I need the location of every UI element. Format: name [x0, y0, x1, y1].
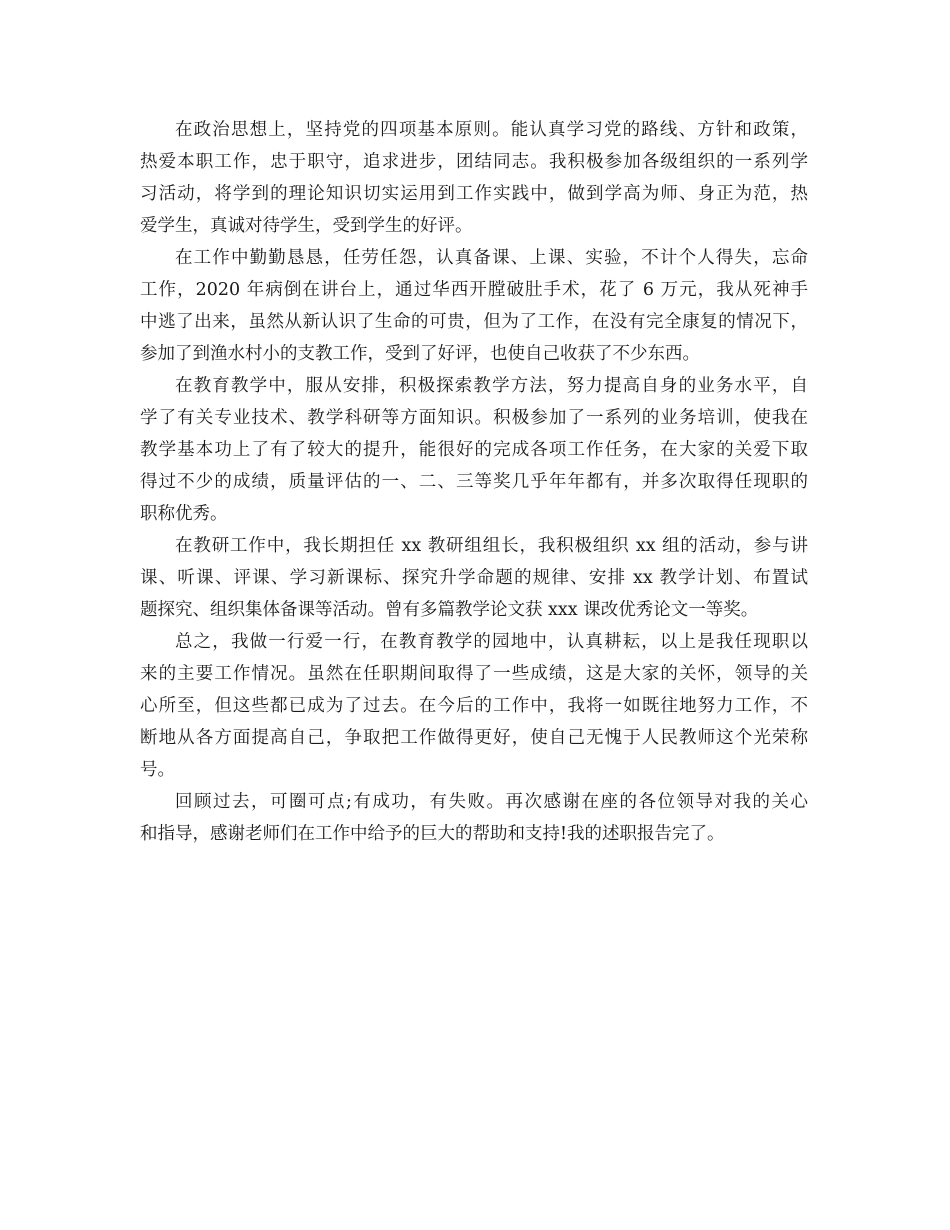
- text-line: 断地从各方面提高自己，争取把工作做得更好，使自己无愧于人民教师这个光荣称: [140, 728, 808, 748]
- document-body: [140, 114, 808, 850]
- text-line: 在教研工作中，我长期担任 xx 教研组组长，我积极组织 xx 组的活动，参与讲: [175, 536, 808, 556]
- text-line: 来的主要工作情况。虽然在任职期间取得了一些成绩，这是大家的关怀，领导的关: [140, 664, 808, 684]
- text-line: 教学基本功上了有了较大的提升，能很好的完成各项工作任务，在大家的关爱下取: [140, 440, 808, 460]
- paragraph-summary: [140, 626, 808, 786]
- text-line: 在政治思想上，坚持党的四项基本原则。能认真学习党的路线、方针和政策，: [175, 120, 808, 140]
- paragraph-closing: [140, 786, 808, 850]
- paragraph-research: [140, 530, 808, 626]
- text-line: 热爱本职工作，忠于职守，追求进步，团结同志。我积极参加各级组织的一系列学: [140, 152, 808, 172]
- text-line: 在工作中勤勤恳恳，任劳任怨，认真备课、上课、实验，不计个人得失，忘命: [175, 248, 808, 268]
- text-line: 爱学生，真诚对待学生，受到学生的好评。: [140, 216, 473, 236]
- paragraph-political-thought: [140, 114, 808, 242]
- text-line: 习活动，将学到的理论知识切实运用到工作实践中，做到学高为师、身正为范，热: [140, 184, 808, 204]
- text-line: 中逃了出来，虽然从新认识了生命的可贵，但为了工作，在没有完全康复的情况下，: [140, 312, 808, 332]
- text-line: 回顾过去，可圈可点;有成功，有失败。再次感谢在座的各位领导对我的关心: [175, 792, 808, 812]
- text-line: 心所至，但这些都已成为了过去。在今后的工作中，我将一如既往地努力工作，不: [140, 696, 808, 716]
- text-line: 在教育教学中，服从安排，积极探索教学方法，努力提高自身的业务水平，自: [175, 376, 808, 396]
- text-line: 课、听课、评课、学习新课标、探究升学命题的规律、安排 xx 教学计划、布置试: [140, 568, 808, 588]
- text-line: 得过不少的成绩，质量评估的一、二、三等奖几乎年年都有，并多次取得任现职的: [140, 472, 808, 492]
- text-line: 和指导，感谢老师们在工作中给予的巨大的帮助和支持!我的述职报告完了。: [140, 824, 725, 844]
- text-line: 总之，我做一行爱一行，在教育教学的园地中，认真耕耘，以上是我任现职以: [175, 632, 808, 652]
- text-line: 学了有关专业技术、教学科研等方面知识。积极参加了一系列的业务培训，使我在: [140, 408, 808, 428]
- text-line: 职称优秀。: [140, 504, 228, 524]
- paragraph-work-attitude: [140, 242, 808, 370]
- text-line: 号。: [140, 760, 175, 780]
- text-line: 工作，2020 年病倒在讲台上，通过华西开膛破肚手术，花了 6 万元，我从死神手: [140, 280, 808, 300]
- paragraph-teaching: [140, 370, 808, 530]
- text-line: 题探究、组织集体备课等活动。曾有多篇教学论文获 xxx 课改优秀论文一等奖。: [140, 600, 759, 620]
- text-line: 参加了到渔水村小的支教工作，受到了好评，也使自己收获了不少东西。: [140, 344, 700, 364]
